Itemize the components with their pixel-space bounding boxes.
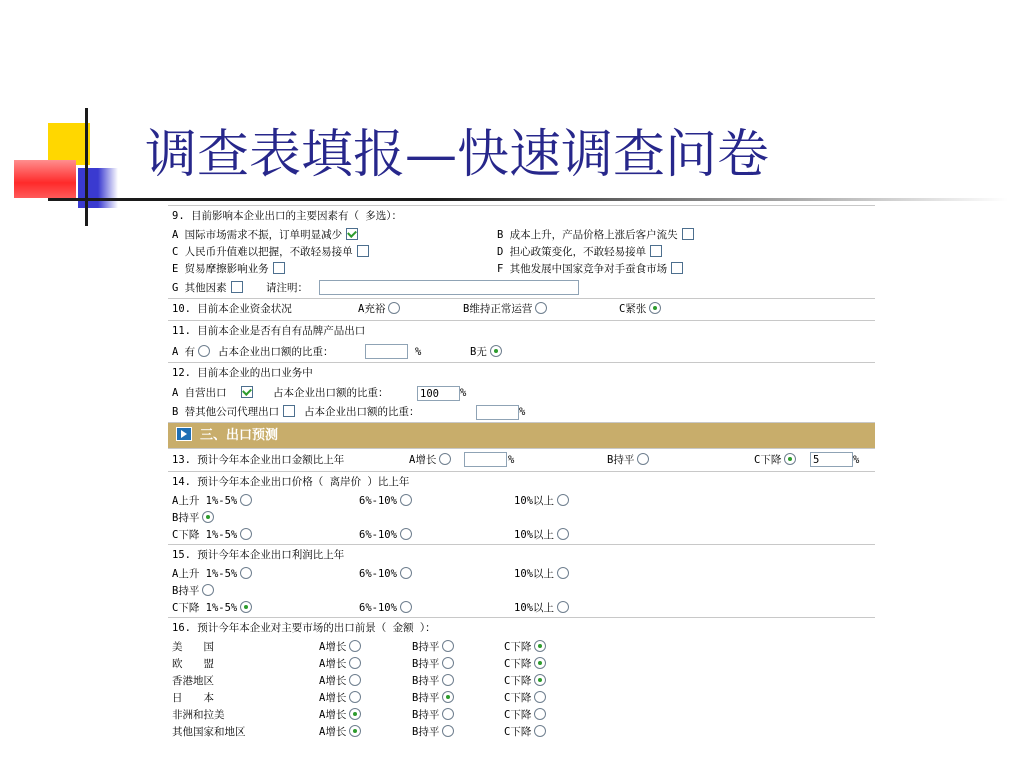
question-9 [168, 205, 875, 227]
q10-radio-a[interactable] [388, 302, 400, 314]
q14-option-c3[interactable] [514, 527, 569, 544]
q15-option-a2[interactable] [359, 566, 412, 583]
q12-option-b[interactable] [172, 403, 295, 422]
q16-japan-radio-b[interactable] [442, 691, 454, 703]
question-12-label: 12. 目前本企业的出口业务中 [172, 367, 313, 379]
q16-option-c-label: C下降 [504, 726, 532, 738]
q16-africa-option-c[interactable] [504, 707, 546, 724]
q15-option-a1-label: A上升 1%-5% [172, 568, 238, 580]
q9-checkbox-b[interactable] [682, 228, 694, 240]
q16-africa-option-b[interactable] [412, 707, 454, 724]
q14-option-a3-label: 10%以上 [514, 495, 554, 507]
q11-percent-sign: % [415, 346, 422, 358]
q16-hk-option-c[interactable] [504, 673, 546, 690]
q16-africa-option-a[interactable] [319, 707, 361, 724]
q16-others-option-a[interactable] [319, 724, 361, 741]
q16-others-radio-c[interactable] [534, 725, 546, 737]
q14-option-a1-label: A上升 1%-5% [172, 495, 238, 507]
q14-option-c1-label: C下降 1%-5% [172, 529, 238, 541]
q14-radio-a2[interactable] [400, 494, 412, 506]
q13-option-c-label: C下降 [754, 454, 782, 466]
q9-option-g-label: G 其他因素 [172, 282, 227, 294]
question-16 [168, 617, 875, 639]
q12-option-a-label: A 自营出口 [172, 387, 227, 399]
q10-radio-c[interactable] [649, 302, 661, 314]
q16-usa-option-b[interactable] [412, 639, 454, 656]
q14-option-a2-label: 6%-10% [359, 495, 397, 507]
q11-option-b[interactable] [470, 342, 502, 362]
question-9-label: 9. 目前影响本企业出口的主要因素有（ 多选）： [172, 210, 403, 222]
q12-checkbox-a[interactable] [241, 386, 253, 398]
q16-hk-radio-a[interactable] [349, 674, 361, 686]
question-13-label: 13. 预计今年本企业出口金额比上年 [172, 454, 345, 466]
q9-checkbox-c[interactable] [357, 245, 369, 257]
q13-option-b-label: B持平 [607, 454, 635, 466]
q9-option-d-label: D 担心政策变化，不敢轻易接单 [497, 246, 647, 258]
q16-row-eu [168, 656, 875, 673]
q11-option-b-label: B无 [470, 346, 487, 358]
q12-row-a [168, 384, 875, 403]
q15-radio-a3[interactable] [557, 567, 569, 579]
q9-checkbox-a[interactable] [346, 228, 358, 240]
survey-form [168, 205, 875, 741]
q15-option-c3[interactable] [514, 600, 569, 617]
q11-ratio-input[interactable] [365, 344, 408, 359]
q16-row-others [168, 724, 875, 741]
q13-option-a[interactable] [409, 449, 451, 471]
q16-market-label: 非洲和拉美 [172, 709, 225, 721]
decor-yellow-square [48, 123, 90, 165]
q10-option-a[interactable] [358, 299, 400, 320]
q13-radio-a[interactable] [439, 453, 451, 465]
q12-checkbox-b[interactable] [283, 405, 295, 417]
question-15-label: 15. 预计今年本企业出口利润比上年 [172, 549, 345, 561]
q15-option-a3[interactable] [514, 566, 569, 583]
q15-option-a3-label: 10%以上 [514, 568, 554, 580]
q16-option-a-label: A增长 [319, 675, 347, 687]
q16-eu-option-a[interactable] [319, 656, 361, 673]
q14-radio-b[interactable] [202, 511, 214, 523]
q15-radio-c3[interactable] [557, 601, 569, 613]
q16-usa-radio-a[interactable] [349, 640, 361, 652]
q9-row-4 [168, 278, 875, 298]
q16-japan-option-b[interactable] [412, 690, 454, 707]
q16-others-radio-a[interactable] [349, 725, 361, 737]
q15-row-3 [168, 600, 875, 617]
q15-option-c1[interactable] [172, 600, 252, 617]
q11-radio-a[interactable] [198, 345, 210, 357]
q10-radio-b[interactable] [535, 302, 547, 314]
q9-option-a-label: A 国际市场需求不振，订单明显减少 [172, 229, 343, 241]
q12-row-b [168, 403, 875, 422]
q16-row-japan [168, 690, 875, 707]
q9-checkbox-g[interactable] [231, 281, 243, 293]
q9-option-d[interactable] [497, 244, 662, 261]
q12-b-ratio-input[interactable] [476, 405, 519, 420]
q15-option-b-label: B持平 [172, 585, 200, 597]
q15-option-a2-label: 6%-10% [359, 568, 397, 580]
q14-option-b[interactable] [172, 510, 214, 527]
q14-option-a1[interactable] [172, 493, 252, 510]
q13-a-percent-sign: % [508, 454, 515, 466]
q9-option-a[interactable] [172, 227, 358, 244]
q15-radio-a1[interactable] [240, 567, 252, 579]
q16-option-c-label: C下降 [504, 658, 532, 670]
section-header-label: 三、出口预测 [200, 428, 279, 443]
q15-row-1 [168, 566, 875, 583]
q11-option-a-label: A 有 [172, 346, 196, 358]
q9-option-g[interactable] [172, 278, 243, 298]
q16-usa-option-a[interactable] [319, 639, 361, 656]
q15-row-2 [168, 583, 875, 600]
q16-option-a-label: A增长 [319, 658, 347, 670]
q12-option-a[interactable] [172, 384, 253, 403]
q16-market-label: 日 本 [172, 692, 214, 704]
q9-row-3 [168, 261, 875, 278]
q13-radio-b[interactable] [637, 453, 649, 465]
question-14 [168, 471, 875, 493]
q13-option-c[interactable] [754, 449, 796, 471]
q9-option-c-label: C 人民币升值难以把握，不敢轻易接单 [172, 246, 353, 258]
question-11 [168, 320, 875, 342]
q9-other-input[interactable] [319, 280, 579, 295]
q16-option-a-label: A增长 [319, 692, 347, 704]
q14-option-c1[interactable] [172, 527, 252, 544]
q15-radio-a2[interactable] [400, 567, 412, 579]
q16-option-c-label: C下降 [504, 641, 532, 653]
q9-option-c[interactable] [172, 244, 369, 261]
q9-option-f-label: F 其他发展中国家竞争对手蚕食市场 [497, 263, 668, 275]
question-11-label: 11. 目前本企业是否有自有品牌产品出口 [172, 325, 366, 337]
q16-option-a-label: A增长 [319, 709, 347, 721]
q9-row-2 [168, 244, 875, 261]
q16-hk-radio-b[interactable] [442, 674, 454, 686]
q16-hk-option-a[interactable] [319, 673, 361, 690]
q16-option-a-label: A增长 [319, 641, 347, 653]
q13-a-input[interactable] [464, 452, 507, 467]
q9-checkbox-d[interactable] [650, 245, 662, 257]
q9-option-e[interactable] [172, 261, 285, 278]
q16-eu-radio-a[interactable] [349, 657, 361, 669]
q16-japan-radio-c[interactable] [534, 691, 546, 703]
q16-japan-option-a[interactable] [319, 690, 361, 707]
q14-option-b-label: B持平 [172, 512, 200, 524]
q16-option-b-label: B持平 [412, 726, 440, 738]
slide-title: 调查表填报—快速调查问卷 [145, 125, 770, 185]
q16-row-africa-latam [168, 707, 875, 724]
q16-row-hk [168, 673, 875, 690]
q11-option-a[interactable] [172, 342, 210, 362]
q10-option-a-label: A充裕 [358, 303, 386, 315]
question-12 [168, 362, 875, 384]
q15-option-b[interactable] [172, 583, 214, 600]
q14-option-a3[interactable] [514, 493, 569, 510]
q14-option-c2-label: 6%-10% [359, 529, 397, 541]
q9-option-e-label: E 贸易摩擦影响业务 [172, 263, 269, 275]
q9-option-f[interactable] [497, 261, 683, 278]
q14-radio-a1[interactable] [240, 494, 252, 506]
decor-vertical-line [85, 108, 88, 226]
q16-africa-radio-c[interactable] [534, 708, 546, 720]
q12-a-percent-sign: % [460, 387, 467, 399]
q16-option-a-label: A增长 [319, 726, 347, 738]
question-16-label: 16. 预计今年本企业对主要市场的出口前景（ 金额 ）： [172, 622, 436, 634]
q13-radio-c[interactable] [784, 453, 796, 465]
q13-c-input[interactable]: 5 [810, 452, 853, 467]
q16-option-b-label: B持平 [412, 675, 440, 687]
q16-japan-radio-a[interactable] [349, 691, 361, 703]
q16-eu-radio-b[interactable] [442, 657, 454, 669]
q14-radio-a3[interactable] [557, 494, 569, 506]
q12-a-ratio-input[interactable]: 100 [417, 386, 460, 401]
q16-option-c-label: C下降 [504, 675, 532, 687]
q9-option-b-label: B 成本上升，产品价格上涨后客户流失 [497, 229, 678, 241]
q9-checkbox-f[interactable] [671, 262, 683, 274]
q16-market-label: 欧 盟 [172, 658, 214, 670]
decor-blue-square [78, 168, 118, 208]
q16-option-b-label: B持平 [412, 709, 440, 721]
q16-others-option-b[interactable] [412, 724, 454, 741]
q15-radio-c1[interactable] [240, 601, 252, 613]
q12-b-ratio-label: 占本企业出口额的比重： [304, 406, 420, 418]
q16-option-b-label: B持平 [412, 692, 440, 704]
q16-japan-option-c[interactable] [504, 690, 546, 707]
q14-row-1 [168, 493, 875, 510]
q16-option-b-label: B持平 [412, 641, 440, 653]
q14-radio-c1[interactable] [240, 528, 252, 540]
q15-option-a1[interactable] [172, 566, 252, 583]
q9-note-label: 请注明： [266, 282, 308, 294]
q16-usa-option-c[interactable] [504, 639, 546, 656]
q9-row-1 [168, 227, 875, 244]
q15-option-c2-label: 6%-10% [359, 602, 397, 614]
q16-market-label: 美 国 [172, 641, 214, 653]
q14-row-3 [168, 527, 875, 544]
q12-option-b-label: B 替其他公司代理出口 [172, 406, 280, 418]
decor-red-square [14, 160, 76, 198]
q16-eu-option-b[interactable] [412, 656, 454, 673]
q14-radio-c3[interactable] [557, 528, 569, 540]
q9-option-b[interactable] [497, 227, 694, 244]
decor-horizontal-line [48, 198, 1008, 201]
q10-option-c[interactable] [619, 299, 661, 320]
q16-option-b-label: B持平 [412, 658, 440, 670]
arrow-right-icon [176, 427, 192, 441]
question-15 [168, 544, 875, 566]
q14-option-c3-label: 10%以上 [514, 529, 554, 541]
q12-b-percent-sign: % [519, 406, 526, 418]
q10-option-b[interactable] [463, 299, 547, 320]
q13-c-percent-sign: % [853, 454, 860, 466]
q16-usa-radio-c[interactable] [534, 640, 546, 652]
q15-radio-c2[interactable] [400, 601, 412, 613]
q16-eu-radio-c[interactable] [534, 657, 546, 669]
question-10-label: 10. 目前本企业资金状况 [172, 303, 292, 315]
q16-option-c-label: C下降 [504, 692, 532, 704]
q16-eu-option-c[interactable] [504, 656, 546, 673]
q15-radio-b[interactable] [202, 584, 214, 596]
q16-usa-radio-b[interactable] [442, 640, 454, 652]
q15-option-c1-label: C下降 1%-5% [172, 602, 238, 614]
q16-market-label: 其他国家和地区 [172, 726, 246, 738]
q12-a-ratio-label: 占本企业出口额的比重： [273, 387, 389, 399]
q14-radio-c2[interactable] [400, 528, 412, 540]
q16-others-option-c[interactable] [504, 724, 546, 741]
q11-radio-b[interactable] [490, 345, 502, 357]
q15-option-c2[interactable] [359, 600, 412, 617]
q14-option-c2[interactable] [359, 527, 412, 544]
question-10 [168, 298, 875, 320]
q14-row-2 [168, 510, 875, 527]
q16-africa-radio-b[interactable] [442, 708, 454, 720]
q10-option-c-label: C紧张 [619, 303, 647, 315]
question-13 [168, 448, 875, 471]
section-header [168, 422, 875, 448]
q16-others-radio-b[interactable] [442, 725, 454, 737]
q13-option-a-label: A增长 [409, 454, 437, 466]
q9-checkbox-e[interactable] [273, 262, 285, 274]
q16-hk-option-b[interactable] [412, 673, 454, 690]
q11-row [168, 342, 875, 362]
q14-option-a2[interactable] [359, 493, 412, 510]
q16-market-label: 香港地区 [172, 675, 214, 687]
q16-option-c-label: C下降 [504, 709, 532, 721]
q10-option-b-label: B维持正常运营 [463, 303, 533, 315]
question-14-label: 14. 预计今年本企业出口价格（ 离岸价 ）比上年 [172, 476, 410, 488]
q16-africa-radio-a[interactable] [349, 708, 361, 720]
q13-option-b[interactable] [607, 449, 649, 471]
q15-option-c3-label: 10%以上 [514, 602, 554, 614]
q16-row-usa [168, 639, 875, 656]
q11-ratio-label: 占本企业出口额的比重： [218, 346, 334, 358]
q16-hk-radio-c[interactable] [534, 674, 546, 686]
